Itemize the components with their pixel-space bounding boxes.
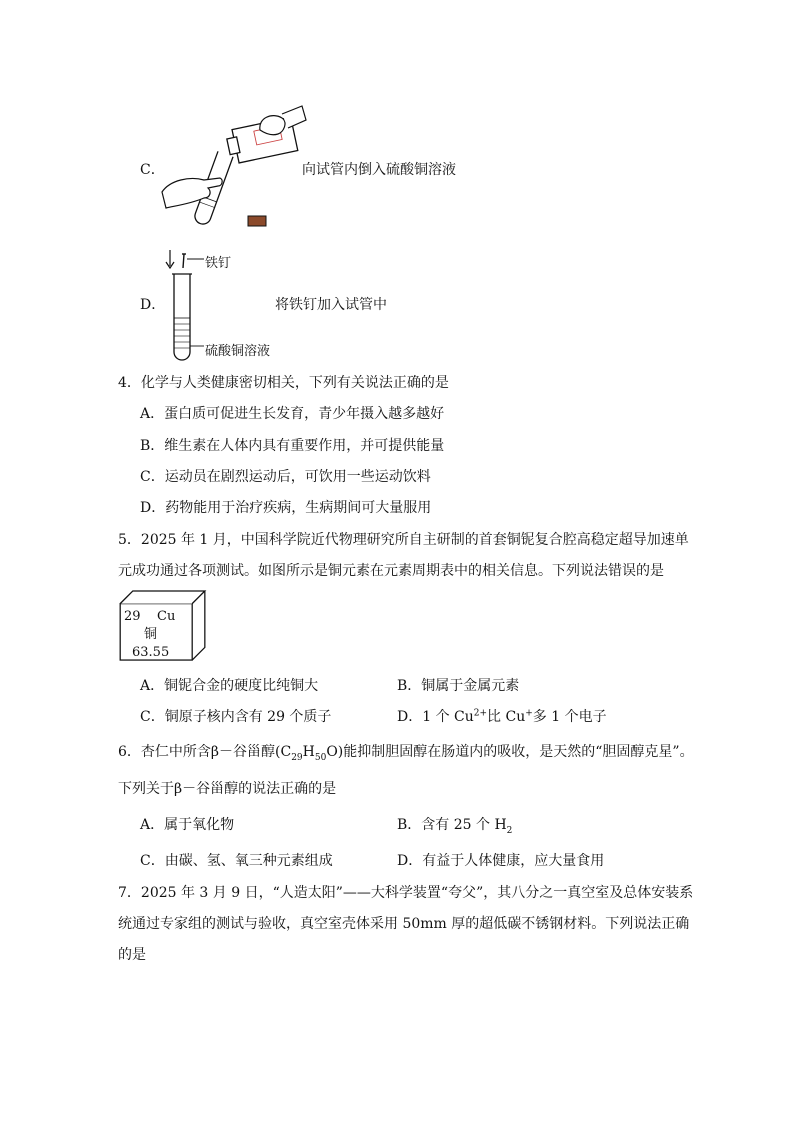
option-c-text: 向试管内倒入硫酸铜溶液 [302, 162, 456, 178]
q5-option-a: A．铜铌合金的硬度比纯铜大 [140, 678, 319, 694]
q7-stem-line1: 7．2025 年 3 月 9 日，“人造太阳”——大科学装置“夸父”，其八分之一真空室及总体安装系 [118, 885, 694, 901]
nail-label: 铁钉 [205, 256, 232, 271]
pouring-illustration [160, 100, 310, 240]
element-atomic-number: 29 [124, 609, 141, 624]
q6-stem-line1: 6．杏仁中所含β－谷甾醇$(C_{29}H_{50}O)$能抑制胆固醇在肠道内的吸收，是天然的“胆固醇克星”。 [118, 744, 694, 763]
option-c-label: C． [140, 162, 165, 178]
q4-stem: 4．化学与人类健康密切相关，下列有关说法正确的是 [118, 375, 449, 391]
q5-option-c: C．铜原子核内含有 29 个质子 [140, 709, 332, 725]
q4-option-c: C．运动员在剧烈运动后，可饮用一些运动饮料 [140, 469, 431, 485]
q7-stem-line2: 统通过专家组的测试与验收，真空室壳体采用 50mm 厚的超低碳不锈钢材料。下列说法正确 [118, 916, 690, 932]
element-atomic-mass: 63.55 [132, 645, 170, 660]
element-symbol: Cu [157, 609, 176, 624]
q6-option-d: D．有益于人体健康，应大量食用 [397, 853, 605, 869]
element-name: 铜 [144, 627, 158, 642]
q4-option-a: A．蛋白质可促进生长发育，青少年摄入越多越好 [140, 406, 445, 422]
q4-option-b: B．维生素在人体内具有重要作用，并可提供能量 [140, 438, 445, 454]
q6-option-b: B．含有 25 个 $H_2$ [397, 817, 513, 836]
q6-option-a: A．属于氧化物 [140, 817, 235, 833]
solution-label: 硫酸铜溶液 [205, 344, 271, 359]
q6-stem-line2: 下列关于β－谷甾醇的说法正确的是 [118, 781, 337, 797]
q5-stem-line1: 5．2025 年 1 月，中国科学院近代物理研究所自主研制的首套铜铌复合腔高稳定超导加速单 [118, 532, 689, 548]
q7-stem-line3: 的是 [118, 947, 146, 963]
test-tube [174, 274, 190, 360]
option-d-label: D． [140, 297, 166, 313]
q4-option-d: D．药物能用于治疗疾病，生病期间可大量服用 [140, 500, 432, 516]
q5-stem-line2: 元成功通过各项测试。如图所示是铜元素在元素周期表中的相关信息。下列说法错误的是 [118, 563, 664, 579]
q5-option-d: D．1 个 $Cu^{2+}$比 Cu+多 1 个电子 [397, 708, 607, 725]
q5-option-b: B．铜属于金属元素 [397, 678, 520, 694]
q6-option-c: C．由碳、氢、氧三种元素组成 [140, 853, 333, 869]
option-d-text: 将铁钉加入试管中 [275, 297, 387, 313]
